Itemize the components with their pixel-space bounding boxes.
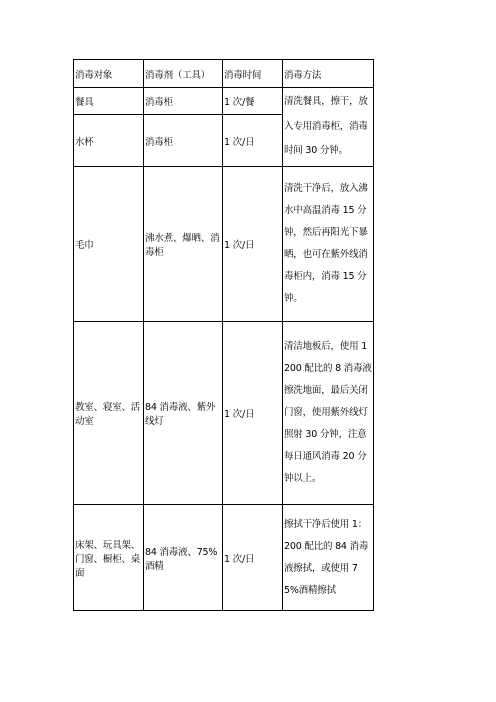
cell-object: 水杯	[74, 115, 144, 167]
cell-agent: 消毒柜	[144, 115, 223, 167]
header-object: 消毒对象	[74, 60, 144, 88]
table-row	[74, 505, 374, 611]
header-row	[74, 60, 374, 88]
cell-agent: 84 消毒液、75%酒精	[144, 505, 223, 611]
cell-method: 擦拭干净后使用 1：200 配比的 84 消毒液擦拭，或使用 75%酒精擦拭	[283, 505, 374, 611]
disinfection-table	[73, 59, 374, 611]
cell-time: 1 次/日	[223, 322, 283, 505]
cell-method: 清洁地板后，使用 1200 配比的 8 消毒液擦洗地面，最后关闭门窗，使用紫外线灯照射 30 分钟，注意每日通风消毒 20 分钟以上。	[283, 322, 374, 505]
cell-agent: 消毒柜	[144, 88, 223, 115]
cell-object: 教室、寝室、活动室	[74, 322, 144, 505]
table-row	[74, 167, 374, 322]
header-agent: 消毒剂（工具）	[144, 60, 223, 88]
cell-agent: 84 消毒液、紫外线灯	[144, 322, 223, 505]
cell-method: 清洗干净后，放入沸水中高温消毒 15 分钟，然后再阳光下暴晒，也可在紫外线消毒柜内，消毒 15 分钟。	[283, 167, 374, 322]
cell-object: 餐具	[74, 88, 144, 115]
cell-method-shared: 清洗餐具，擦干，放入专用消毒柜，消毒时间 30 分钟。	[283, 88, 374, 167]
cell-object: 床架、玩具架、门窗、橱柜、桌面	[74, 505, 144, 611]
header-time: 消毒时间	[223, 60, 283, 88]
cell-time: 1 次/日	[223, 115, 283, 167]
table-row	[74, 88, 374, 115]
cell-time: 1 次/日	[223, 505, 283, 611]
header-method: 消毒方法	[283, 60, 374, 88]
cell-time: 1 次/日	[223, 167, 283, 322]
cell-agent: 沸水煮、爆晒、消毒柜	[144, 167, 223, 322]
table-row	[74, 322, 374, 505]
cell-time: 1 次/餐	[223, 88, 283, 115]
cell-object: 毛巾	[74, 167, 144, 322]
